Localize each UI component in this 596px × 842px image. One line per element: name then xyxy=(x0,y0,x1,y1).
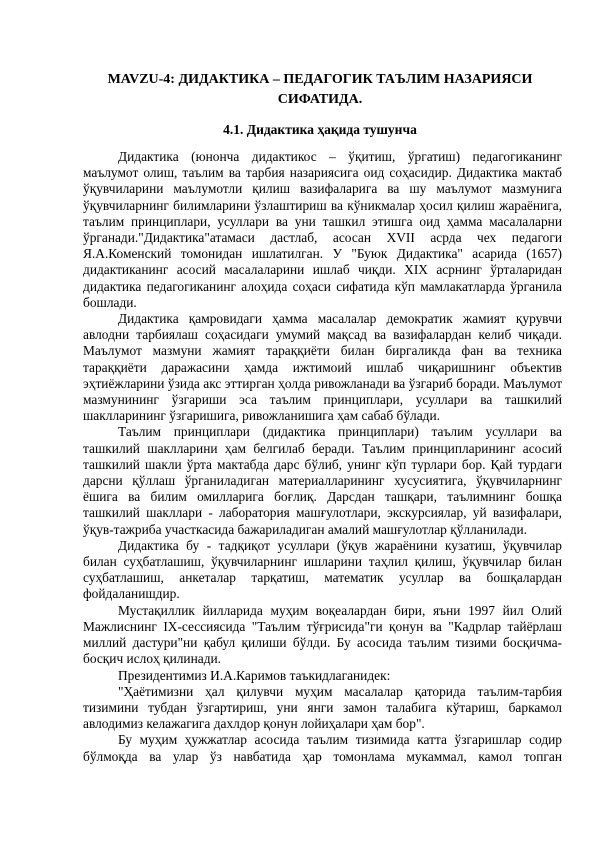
paragraph: Мустақиллик йилларида муҳим воқеалардан бири, яъни 1997 йил Олий Мажлиснинг IX-сессиясида "Таълим тўғрисида"ги қонун ва "Кадрлар тайёрлаш миллий дастури"ни қабул қилиши бўлди. Бу асосида таълим тизими босқичма-босқич ислоҳ қилинади. xyxy=(83,602,562,667)
page-title: MAVZU-4: ДИДАКТИКА – ПЕДАГОГИК ТАЪЛИМ НАЗАРИЯСИ СИФАТИДА. xyxy=(107,72,533,107)
paragraph: Президентимиз И.А.Каримов таъкидлаганидек: xyxy=(118,667,391,683)
paragraph: Бу муҳим ҳужжатлар асосида таълим тизимида катта ўзгаришлар содир бўлмоқда ва улар ўз навбатида ҳар томонлама мукаммал, камол топган xyxy=(83,732,562,764)
paragraph: Дидактика бу - тадқиқот усуллари (ўқув жараёнини кузатиш, ўқувчилар билан суҳбатлашиш, ўқувчиларнинг ишларини таҳлил қилиш, ўқувчилар билан суҳбатлашиш, анкеталар тарқатиш, математик усуллар ва бошқалардан фойдаланишдир. xyxy=(83,537,562,602)
paragraph: Таълим принциплари (дидактика принциплари) таълим усуллари ва ташкилий шаклларини ҳам белгилаб беради. Таълим принципларининг асосий ташкилий шакли ўрта мактабда дарс бўлиб, унинг кўп турлари бор. Қай турдаги дарсни қўллаш ўрганиладиган материалларининг хусусиятига, ўқувчиларнинг ёшига ва билим омилларига боғлиқ. Дарсдан ташқари, таълимнинг бошқа ташкилий шакллари - лаборатория машғулотлари, экскурсиялар, уй вазифалари, ўқув-тажриба участкасида бажариладиган амалий машғулотлар қўлланилади. xyxy=(83,424,562,537)
paragraph: Дидактика қамровидаги ҳамма масалалар демократик жамият қурувчи авлодни тарбиялаш соҳасидаги умумий мақсад ва вазифалардан келиб чиқади. Маълумот мазмуни жамият тараққиёти билан биргаликда фан ва техника тараққиёти даражасини ҳамда ижтимоий ишлаб чиқаришнинг объектив эҳтиёжларини ўзида акс эттирган ҳолда ривожланади ва ўзгариб боради. Маълумот мазмунининг ўзгариши эса таълим принциплари, усуллари ва ташкилий шаклларининг ўзгаришига, ривожланишига ҳам сабаб бўлади. xyxy=(83,311,562,424)
paragraph: Дидактика (юнонча дидактикос – ўқитиш, ўргатиш) педагогиканинг маълумот олиш, таълим ва тарбия назариясига оид соҳасидир. Дидактика мактаб ўқувчиларини маълумотли қилиш вазифаларига ва шу маълумот мазмунига ўқувчиларнинг билимларини ўзлаштириш ва кўникмалар ҳосил қилиш жараёнига, таълим принциплари, усуллари ва уни ташкил этишга оид ҳамма масалаларни ўрганади."Дидактика"атамаси дастлаб, асосан XVII асрда чех педагоги Я.А.Коменский томонидан ишлатилган. У "Буюк Дидактика" асарида (1657) дидактиканинг асосий масалаларини ишлаб чиқди. XIX асрнинг ўрталаридан дидактика педагогиканинг алоҳида соҳаси сифатида кўп мамлакатларда ўрганила бошлади. xyxy=(83,149,562,310)
section-heading: 4.1. Дидактика ҳақида тушунча xyxy=(223,122,417,137)
body-text xyxy=(83,149,562,765)
quote-paragraph: "Ҳаётимизни ҳал қилувчи муҳим масалалар қаторида таълим-тарбия тизимини тубдан ўзгартириш, уни янги замон талабига кўтариш, баркамол авлодимиз келажагига дахлдор қонун лойиҳалари ҳам бор". xyxy=(83,683,562,732)
